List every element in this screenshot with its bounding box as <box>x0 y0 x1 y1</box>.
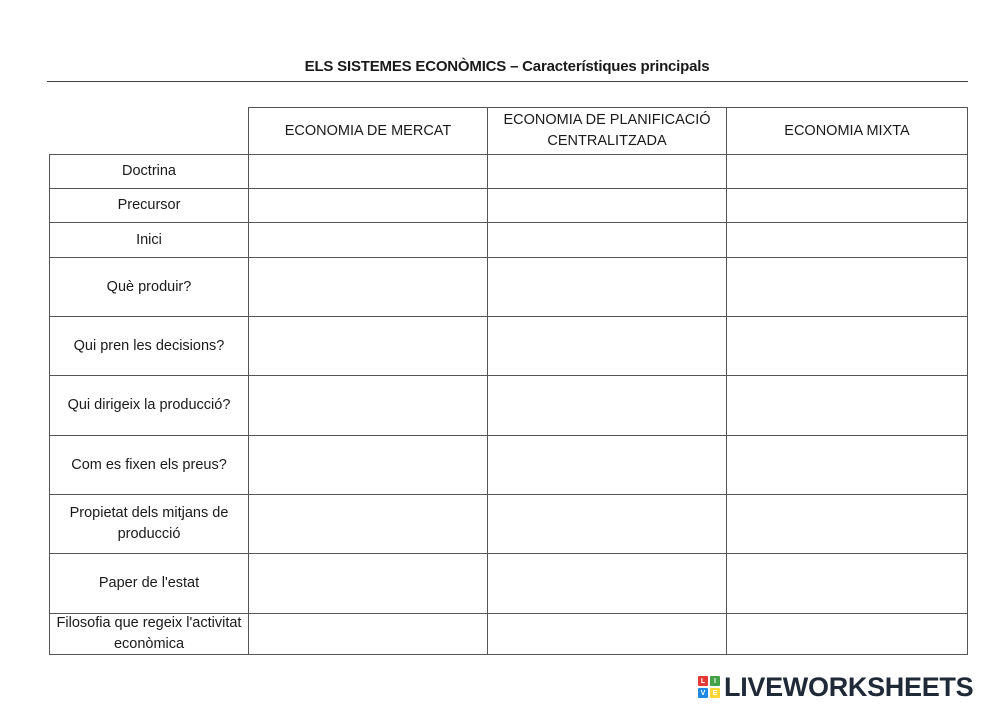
answer-cell[interactable] <box>248 257 488 317</box>
answer-cell[interactable] <box>487 494 727 554</box>
logo-block: E <box>710 688 720 698</box>
answer-cell[interactable] <box>248 613 488 655</box>
answer-cell[interactable] <box>487 613 727 655</box>
row-header: Propietat dels mitjans de producció <box>49 494 249 554</box>
answer-cell[interactable] <box>487 154 727 189</box>
answer-cell[interactable] <box>726 222 968 258</box>
answer-cell[interactable] <box>487 435 727 495</box>
answer-cell[interactable] <box>726 154 968 189</box>
row-header: Filosofia que regeix l'activitat econòmica <box>49 613 249 655</box>
answer-cell[interactable] <box>487 188 727 223</box>
answer-cell[interactable] <box>248 553 488 614</box>
answer-cell[interactable] <box>248 154 488 189</box>
answer-cell[interactable] <box>248 316 488 376</box>
column-header: ECONOMIA DE MERCAT <box>248 107 488 155</box>
logo-block: I <box>710 676 720 686</box>
row-header: Inici <box>49 222 249 258</box>
answer-cell[interactable] <box>487 257 727 317</box>
liveworksheets-logo <box>698 672 973 702</box>
row-header: Com es fixen els preus? <box>49 435 249 495</box>
logo-block: V <box>698 688 708 698</box>
answer-cell[interactable] <box>487 375 727 436</box>
row-header: Paper de l'estat <box>49 553 249 614</box>
answer-cell[interactable] <box>726 435 968 495</box>
answer-cell[interactable] <box>726 613 968 655</box>
row-header: Doctrina <box>49 154 249 189</box>
answer-cell[interactable] <box>487 316 727 376</box>
answer-cell[interactable] <box>248 375 488 436</box>
answer-cell[interactable] <box>487 222 727 258</box>
worksheet-title: ELS SISTEMES ECONÒMICS – Característiques principals <box>304 58 710 75</box>
logo-blocks-icon <box>698 676 720 698</box>
column-header: ECONOMIA MIXTA <box>726 107 968 155</box>
row-header: Què produir? <box>49 257 249 317</box>
row-header: Qui dirigeix la producció? <box>49 375 249 436</box>
answer-cell[interactable] <box>726 553 968 614</box>
answer-cell[interactable] <box>726 375 968 436</box>
logo-text: LIVEWORKSHEETS <box>724 671 974 702</box>
answer-cell[interactable] <box>248 435 488 495</box>
answer-cell[interactable] <box>248 494 488 554</box>
title-divider <box>47 81 968 82</box>
answer-cell[interactable] <box>487 553 727 614</box>
column-header: ECONOMIA DE PLANIFICACIÓ CENTRALITZADA <box>487 107 727 155</box>
answer-cell[interactable] <box>726 494 968 554</box>
answer-cell[interactable] <box>248 188 488 223</box>
answer-cell[interactable] <box>726 257 968 317</box>
logo-block: L <box>698 676 708 686</box>
answer-cell[interactable] <box>248 222 488 258</box>
answer-cell[interactable] <box>726 188 968 223</box>
row-header: Qui pren les decisions? <box>49 316 249 376</box>
answer-cell[interactable] <box>726 316 968 376</box>
row-header: Precursor <box>49 188 249 223</box>
